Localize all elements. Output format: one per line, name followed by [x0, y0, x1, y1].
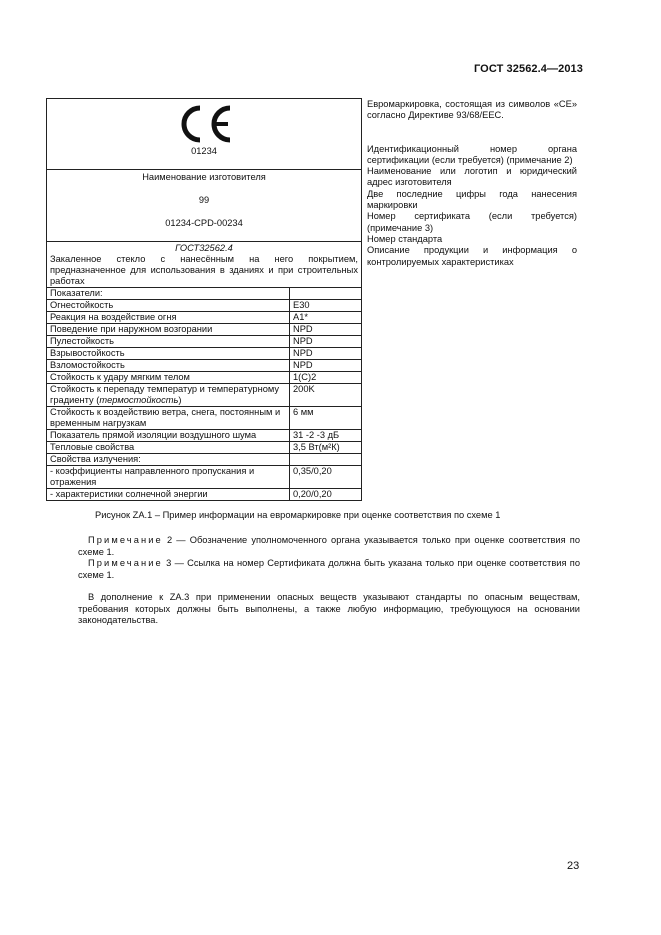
certificate-number: 01234-CPD-00234 [165, 218, 243, 228]
row-value: 3,5 Вт(м²К) [290, 442, 362, 454]
marking-year: 99 [198, 195, 210, 205]
row-label: Взломостойкость [47, 360, 290, 372]
row-label: Стойкость к удару мягким телом [47, 372, 290, 384]
standard-number: ГОСТ32562.4 [175, 243, 233, 253]
ce-cell [47, 99, 362, 170]
product-description: Закаленное стекло с нанесённым на него покрытием, предназначенное для использования в зданиях и при строительных работах [50, 254, 358, 286]
row-label: Стойкость к воздействию ветра, снега, постоянным и временным нагрузкам [47, 407, 290, 430]
table-row [47, 430, 362, 442]
manufacturer-cell [47, 170, 362, 242]
table-row [47, 348, 362, 360]
row-label: Поведение при наружном возгорании [47, 324, 290, 336]
row-label: Реакция на воздействие огня [47, 312, 290, 324]
table-row [47, 360, 362, 372]
table-row [47, 312, 362, 324]
table-row [47, 300, 362, 312]
row-value: E30 [290, 300, 362, 312]
row-label: Взрывостойкость [47, 348, 290, 360]
table-row [47, 384, 362, 407]
table-row [47, 372, 362, 384]
row-value: NPD [290, 324, 362, 336]
note-standard: Номер стандарта [367, 233, 443, 244]
table-row [47, 336, 362, 348]
row-value: A1* [290, 312, 362, 324]
note-manufacturer: Наименование или логотип и юридический адрес изготовителя [367, 166, 577, 188]
row-value: 31 -2 -3 дБ [290, 430, 362, 442]
note-description: Описание продукции и информация о контролируемых характеристиках [367, 245, 577, 267]
row-label: Стойкость к перепаду температур и температурному градиенту (термостойкость) [47, 384, 290, 407]
marking-notes [367, 99, 577, 268]
notified-body-number: 01234 [191, 146, 217, 156]
row-label: - коэффициенты направленного пропускания и отражения [47, 466, 290, 489]
row-value [290, 454, 362, 466]
table-row [47, 489, 362, 501]
row-label: Свойства излучения: [47, 454, 290, 466]
document-code: ГОСТ 32562.4—2013 [473, 63, 583, 75]
row-value: 1(C)2 [290, 372, 362, 384]
row-label: Пулестойкость [47, 336, 290, 348]
table-row [47, 466, 362, 489]
row-value: 0,20/0,20 [290, 489, 362, 501]
indicators-header: Показатели: [47, 288, 290, 300]
row-value: 0,35/0,20 [290, 466, 362, 489]
row-value: NPD [290, 360, 362, 372]
row-value: 6 мм [290, 407, 362, 430]
note-notified-body: Идентификационный номер органа сертификации (если требуется) (примечание 2) [367, 143, 577, 165]
note-ce: Евромаркировка, состоящая из символов «CE» согласно Директиве 93/68/EEC. [367, 99, 577, 121]
row-label: Показатель прямой изоляции воздушного шума [47, 430, 290, 442]
row-value: NPD [290, 336, 362, 348]
table-row [47, 407, 362, 430]
row-value: NPD [290, 348, 362, 360]
note-year: Две последние цифры года нанесения маркировки [367, 188, 577, 211]
note-2: Примечание 2 — Обозначение уполномоченного органа указывается только при оценке соответствия по схеме 1. [78, 535, 580, 557]
row-label: - характеристики солнечной энергии [47, 489, 290, 501]
body-paragraph: В дополнение к ZA.3 при применении опасных веществ указывают стандарты по опасным веществам, требования которых должны быть выполнены, а также любую информацию, требующуюся на основании законодательства. [78, 592, 580, 626]
marking-table [46, 98, 362, 501]
table-row [47, 442, 362, 454]
figure-caption: Рисунок ZA.1 – Пример информации на евромаркировке при оценке соответствия по схеме 1 [95, 510, 501, 520]
page-number: 23 [567, 860, 580, 872]
row-label: Огнестойкость [47, 300, 290, 312]
note-3: Примечание 3 — Ссылка на номер Сертификата должна быть указана только при оценке соответствия по схеме 1. [78, 558, 580, 580]
table-row [47, 324, 362, 336]
row-value: 200K [290, 384, 362, 407]
row-label: Тепловые свойства [47, 442, 290, 454]
standard-cell [47, 242, 362, 288]
note-certificate: Номер сертификата (если требуется) (примечание 3) [367, 211, 577, 233]
ce-mark-icon [174, 104, 234, 144]
table-row [47, 454, 362, 466]
manufacturer-name: Наименование изготовителя [142, 172, 266, 182]
